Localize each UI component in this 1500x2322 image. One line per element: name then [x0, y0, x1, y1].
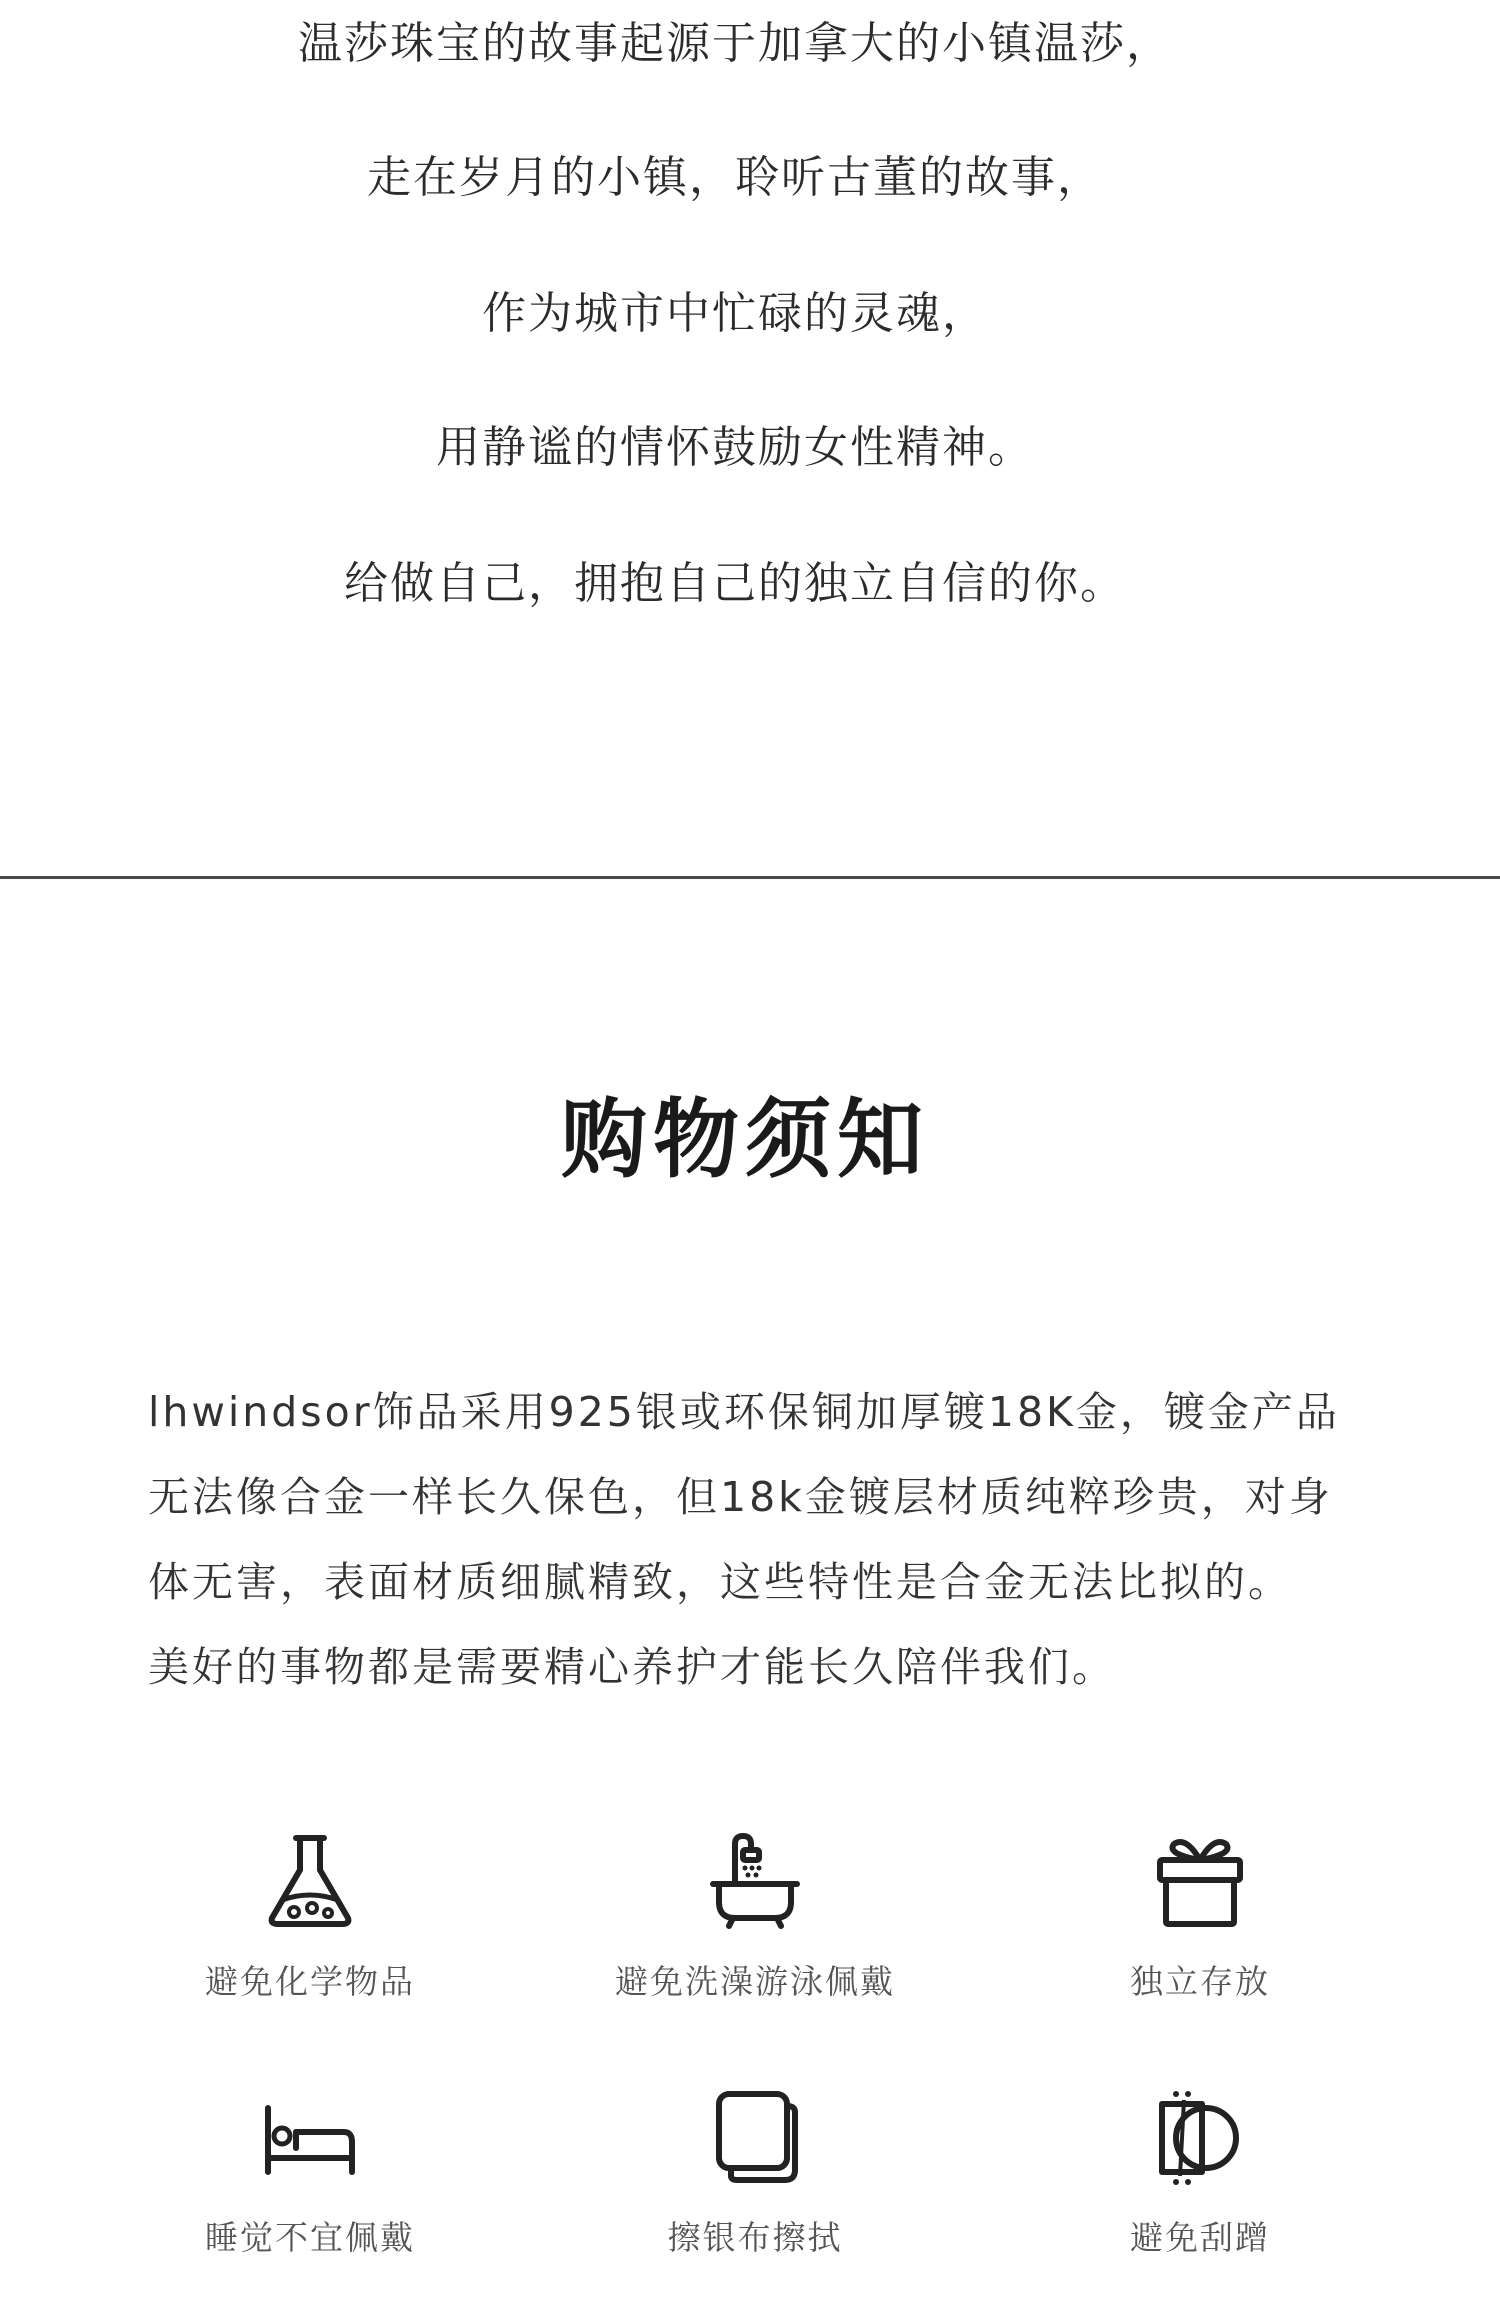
story-line-3: 作为城市中忙碌的灵魂， — [482, 288, 988, 339]
shopping-notice-text — [148, 1370, 1378, 1710]
story-line-2: 走在岁月的小镇，聆听古董的故事， — [367, 152, 1103, 203]
care-label: 避免洗澡游泳佩戴 — [615, 1962, 895, 2001]
shopping-notice-title: 购物须知 — [561, 1089, 929, 1190]
notice-line-1: lhwindsor饰品采用925银或环保铜加厚镀18K金，镀金产品 — [148, 1388, 1340, 1436]
bathtub-icon — [705, 1830, 805, 1930]
care-label: 独立存放 — [1130, 1962, 1270, 2001]
story-line-1: 温莎珠宝的故事起源于加拿大的小镇温莎， — [298, 18, 1172, 69]
care-item-polish-cloth — [575, 2086, 935, 2258]
section-divider — [0, 876, 1500, 879]
bed-icon — [260, 2086, 360, 2186]
cloth-icon — [705, 2086, 805, 2186]
gift-box-icon — [1150, 1830, 1250, 1930]
care-label: 擦银布擦拭 — [667, 2218, 843, 2257]
care-label: 避免化学物品 — [205, 1962, 415, 2001]
care-item-no-sleep-wear — [130, 2086, 490, 2258]
story-line-5: 给做自己，拥抱自己的独立自信的你。 — [344, 558, 1126, 609]
care-item-store-separately — [1020, 1830, 1380, 2002]
story-line-4: 用静谧的情怀鼓励女性精神。 — [436, 422, 1034, 473]
scratch-icon — [1150, 2086, 1250, 2186]
care-label: 睡觉不宜佩戴 — [205, 2218, 415, 2257]
notice-line-2: 无法像合金一样长久保色，但18k金镀层材质纯粹珍贵，对身 — [148, 1473, 1333, 1521]
flask-icon — [260, 1830, 360, 1930]
care-item-avoid-scratches — [1020, 2086, 1380, 2258]
notice-line-3: 体无害，表面材质细腻精致，这些特性是合金无法比拟的。 — [148, 1558, 1292, 1606]
notice-line-4: 美好的事物都是需要精心养护才能长久陪伴我们。 — [148, 1643, 1116, 1691]
care-item-avoid-bathing — [575, 1830, 935, 2002]
care-label: 避免刮蹭 — [1130, 2218, 1270, 2257]
care-item-avoid-chemicals — [130, 1830, 490, 2002]
